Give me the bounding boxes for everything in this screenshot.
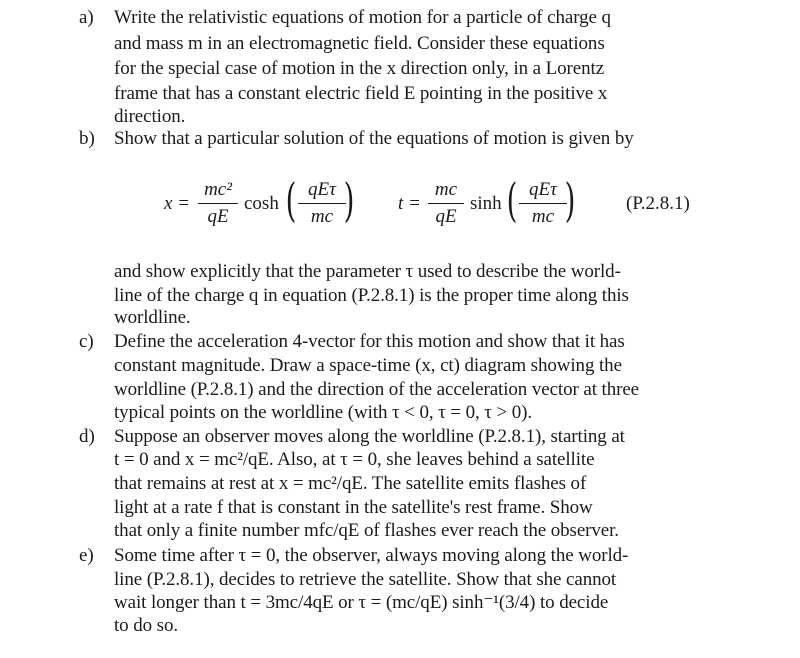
fraction-denominator: mc — [310, 206, 334, 227]
text-line: constant magnitude. Draw a space-time (x, ct) diagram showing the — [114, 355, 622, 376]
fraction-argument — [519, 178, 567, 229]
text-line: Some time after τ = 0, the observer, always moving along the world- — [114, 545, 629, 566]
text-line: direction. — [114, 106, 186, 127]
text-line: line of the charge q in equation (P.2.8.1) is the proper time along this — [114, 285, 629, 306]
left-paren: ( — [285, 173, 297, 227]
fraction-bar — [428, 203, 464, 204]
fraction-bar — [519, 203, 567, 204]
fraction-bar — [198, 203, 238, 204]
fraction-numerator: mc² — [204, 179, 232, 200]
text-line: to do so. — [114, 615, 179, 636]
text-line: typical points on the worldline (with τ < 0, τ = 0, τ > 0). — [114, 402, 533, 423]
equation-x-lhs: x = — [164, 193, 191, 214]
fraction-denominator: mc — [531, 206, 555, 227]
text-line: t = 0 and x = mc²/qE. Also, at τ = 0, she leaves behind a satellite — [114, 449, 595, 470]
equation-p-2-8-1 — [0, 170, 800, 240]
text-line: Write the relativistic equations of motion for a particle of charge q — [114, 7, 611, 28]
right-paren: ) — [564, 173, 576, 227]
text-line: and mass m in an electromagnetic field. Consider these equations — [114, 33, 605, 54]
text-line: frame that has a constant electric field E pointing in the positive x — [114, 83, 608, 104]
fraction-t-coefficient — [428, 178, 464, 229]
text-line: that only a finite number mfc/qE of flashes ever reach the observer. — [114, 520, 619, 541]
fraction-denominator: qE — [207, 206, 229, 227]
text-line: for the special case of motion in the x direction only, in a Lorentz — [114, 58, 605, 79]
text-line: light at a rate f that is constant in the satellite's rest frame. Show — [114, 497, 593, 518]
left-paren: ( — [506, 173, 518, 227]
equation-x-function: cosh — [244, 193, 279, 214]
text-line: worldline (P.2.8.1) and the direction of the acceleration vector at three — [114, 379, 640, 400]
equation-tag: (P.2.8.1) — [626, 193, 690, 214]
text-line: Show that a particular solution of the equations of motion is given by — [114, 128, 634, 149]
part-label-c: c) — [79, 331, 94, 352]
text-line: wait longer than t = 3mc/4qE or τ = (mc/qE) sinh⁻¹(3/4) to decide — [114, 592, 609, 613]
fraction-denominator: qE — [435, 206, 457, 227]
part-label-e: e) — [79, 545, 94, 566]
text-line: Suppose an observer moves along the worldline (P.2.8.1), starting at — [114, 426, 625, 447]
fraction-numerator: qEτ — [529, 179, 557, 200]
equation-t-function: sinh — [470, 193, 502, 214]
right-paren: ) — [343, 173, 355, 227]
fraction-bar — [298, 203, 346, 204]
part-label-b: b) — [79, 128, 95, 149]
fraction-numerator: mc — [434, 179, 458, 200]
part-label-a: a) — [79, 7, 94, 28]
text-line: Define the acceleration 4-vector for this motion and show that it has — [114, 331, 625, 352]
fraction-numerator: qEτ — [308, 179, 336, 200]
text-line: line (P.2.8.1), decides to retrieve the satellite. Show that she cannot — [114, 569, 617, 590]
text-line: worldline. — [114, 307, 191, 328]
text-line: that remains at rest at x = mc²/qE. The satellite emits flashes of — [114, 473, 587, 494]
text-line: and show explicitly that the parameter τ used to describe the world- — [114, 261, 621, 282]
part-label-d: d) — [79, 426, 95, 447]
fraction-x-coefficient — [198, 178, 238, 229]
fraction-argument — [298, 178, 346, 229]
equation-t-lhs: t = — [398, 193, 421, 214]
